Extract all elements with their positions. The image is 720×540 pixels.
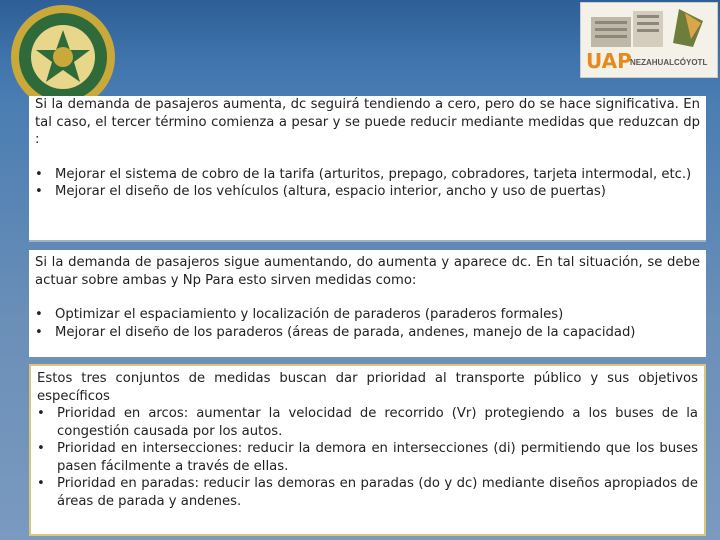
uap-logo-text: UAP — [586, 49, 632, 73]
bullet-icon: • — [35, 166, 43, 182]
bullet-icon: • — [35, 184, 43, 199]
content-box-2 — [29, 250, 706, 357]
bullet-icon: • — [35, 324, 43, 340]
bullet-icon: • — [37, 476, 45, 491]
section2-intro: Si la demanda de pasajeros sigue aumentando, do aumenta y aparece dc. En tal situación, se debe actuar sobre ambas y Np Para esto sirven medidas como: — [35, 255, 700, 288]
list-item: • Optimizar el espaciamiento y localización de paraderos (paraderos formales) — [35, 307, 564, 322]
bullet-icon: • — [35, 307, 43, 322]
list-item: • Mejorar el diseño de los vehículos (altura, espacio interior, ancho y uso de puertas) — [35, 184, 606, 199]
section2-list — [35, 306, 700, 341]
content-box-1 — [29, 96, 706, 242]
uap-logo-subtitle: NEZAHUALCÓYOTL — [630, 58, 708, 67]
list-item: • Prioridad en paradas: reducir las demoras en paradas (do y dc) mediante diseños apropiados de áreas de parada y andenes. — [37, 476, 698, 509]
bullet-icon: • — [37, 441, 45, 456]
list-item: • Prioridad en arcos: aumentar la velocidad de recorrido (Vr) protegiendo a los buses de la congestión causada por los autos. — [37, 406, 698, 439]
section1-intro: Si la demanda de pasajeros aumenta, dc seguirá tendiendo a cero, pero do se hace significativa. En tal caso, el tercer término comienza a pesar y se puede reducir mediante medidas que reduzcan dp : — [35, 97, 700, 147]
bullet-icon: • — [37, 406, 45, 421]
list-item: • Mejorar el sistema de cobro de la tarifa (arturitos, prepago, cobradores, tarjeta intermodal, etc.) — [35, 166, 692, 182]
content-box-3 — [29, 364, 706, 536]
list-item: • Mejorar el diseño de los paraderos (áreas de parada, andenes, manejo de la capacidad) — [35, 324, 636, 340]
section3-list — [37, 405, 698, 510]
section3-intro: Estos tres conjuntos de medidas buscan dar prioridad al transporte público y sus objetivos específicos — [37, 371, 698, 404]
list-item: • Prioridad en intersecciones: reducir la demora en intersecciones (di) permitiendo que los buses pasen fácilmente a través de ellas. — [37, 441, 698, 474]
building-illustration — [581, 3, 717, 51]
section1-list — [35, 166, 700, 201]
